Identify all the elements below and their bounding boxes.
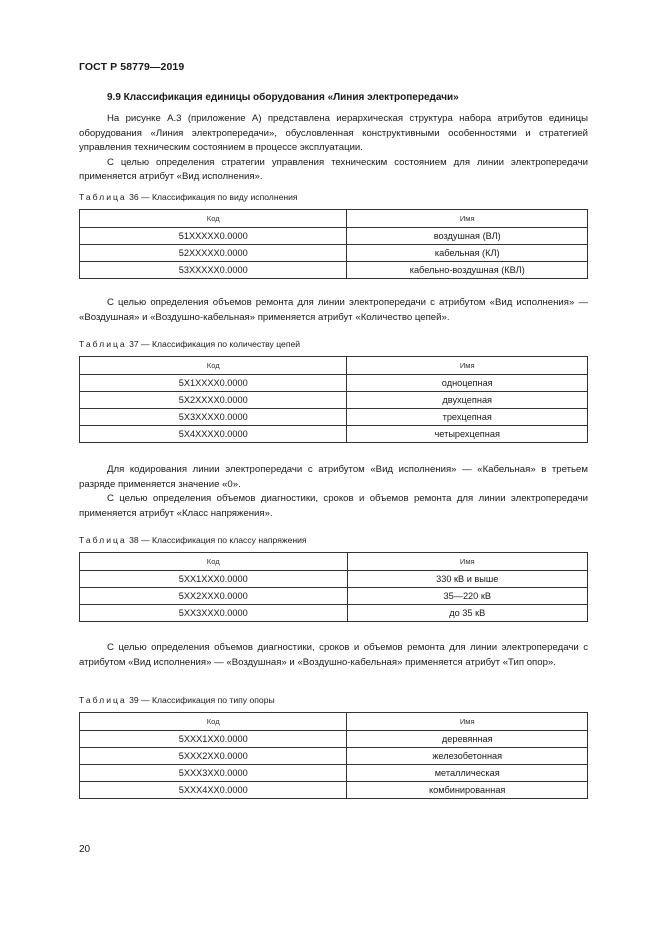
table-header-row bbox=[80, 553, 588, 571]
cell-code: 51XXXXX0.0000 bbox=[80, 228, 347, 245]
table-row bbox=[80, 409, 588, 426]
cell-name: воздушная (ВЛ) bbox=[347, 228, 588, 245]
table-38 bbox=[79, 552, 588, 622]
paragraph-after-t38: С целью определения объемов диагностики, сроков и объемов ремонта для линии электропередачи с атрибутом «Вид исполнения» — «Воздушная» и «Воздушно-кабельная» применяется атрибут «Тип опор». bbox=[79, 642, 588, 668]
header-code: Код bbox=[80, 357, 347, 375]
page-number: 20 bbox=[79, 844, 91, 855]
paragraph-intro-1: На рисунке А.3 (приложение А) представлена иерархическая структура набора атрибутов единицы оборудования «Линия электропередачи», обусловленная конструктивными особенностями и стратегией управления техническим состоянием в процессе эксплуатации. bbox=[79, 113, 588, 154]
table-row bbox=[80, 245, 588, 262]
paragraph-block-after-t38 bbox=[79, 641, 588, 670]
header-name: Имя bbox=[347, 713, 588, 731]
table-number: 39 bbox=[129, 695, 139, 705]
cell-name: до 35 кВ bbox=[347, 605, 587, 622]
table-row bbox=[80, 782, 588, 799]
cell-name: кабельная (КЛ) bbox=[347, 245, 588, 262]
paragraph-intro-2: С целью определения стратегии управления техническим состоянием для линии электропередачи применяется атрибут «Вид исполнения». bbox=[79, 156, 588, 183]
table-header-row bbox=[80, 357, 588, 375]
cell-name: 35—220 кВ bbox=[347, 588, 587, 605]
table-number: 37 bbox=[129, 339, 139, 349]
cell-name: 330 кВ и выше bbox=[347, 571, 587, 588]
cell-code: 5XXX1XX0.0000 bbox=[80, 731, 347, 748]
table-caption-text: — Классификация по виду исполнения bbox=[141, 192, 298, 202]
header-name: Имя bbox=[347, 357, 588, 375]
table-36-caption bbox=[79, 192, 298, 202]
document-code: ГОСТ Р 58779—2019 bbox=[79, 61, 185, 73]
cell-code: 5X3XXXX0.0000 bbox=[80, 409, 347, 426]
table-row bbox=[80, 262, 588, 279]
cell-name: одноцепная bbox=[347, 375, 588, 392]
cell-code: 5XXX2XX0.0000 bbox=[80, 748, 347, 765]
cell-name: двухцепная bbox=[347, 392, 588, 409]
cell-code: 53XXXXX0.0000 bbox=[80, 262, 347, 279]
paragraph-block-after-t37 bbox=[79, 463, 588, 521]
cell-code: 5XX2XXX0.0000 bbox=[80, 588, 348, 605]
table-row bbox=[80, 748, 588, 765]
table-39 bbox=[79, 712, 588, 799]
cell-code: 5XX1XXX0.0000 bbox=[80, 571, 348, 588]
cell-code: 5X2XXXX0.0000 bbox=[80, 392, 347, 409]
header-name: Имя bbox=[347, 210, 588, 228]
table-header-row bbox=[80, 210, 588, 228]
header-name: Имя bbox=[347, 553, 587, 571]
table-36 bbox=[79, 209, 588, 279]
paragraph-after-t37-1: Для кодирования линии электропередачи с атрибутом «Вид исполнения» — «Кабельная» в третьем разряде применяется значение «0». bbox=[79, 464, 588, 490]
table-37-caption bbox=[79, 339, 300, 349]
cell-name: трехцепная bbox=[347, 409, 588, 426]
table-38-caption bbox=[79, 535, 307, 545]
header-code: Код bbox=[80, 713, 347, 731]
cell-name: комбинированная bbox=[347, 782, 588, 799]
table-word: Таблица bbox=[79, 339, 127, 349]
table-row bbox=[80, 228, 588, 245]
table-number: 38 bbox=[129, 535, 139, 545]
cell-name: деревянная bbox=[347, 731, 588, 748]
table-caption-text: — Классификация по типу опоры bbox=[141, 695, 275, 705]
cell-code: 5XXX4XX0.0000 bbox=[80, 782, 347, 799]
cell-code: 52XXXXX0.0000 bbox=[80, 245, 347, 262]
header-code: Код bbox=[80, 210, 347, 228]
table-row bbox=[80, 605, 588, 622]
cell-name: железобетонная bbox=[347, 748, 588, 765]
cell-code: 5XX3XXX0.0000 bbox=[80, 605, 348, 622]
paragraph-after-t36: С целью определения объемов ремонта для линии электропередачи с атрибутом «Вид исполнения» — «Воздушная» и «Воздушно-кабельная» применяется атрибут «Количество цепей». bbox=[79, 297, 588, 323]
table-word: Таблица bbox=[79, 695, 127, 705]
paragraph-after-t37-2: С целью определения объемов диагностики, сроков и объемов ремонта для линии электропередачи применяется атрибут «Класс напряжения». bbox=[79, 493, 588, 519]
table-37 bbox=[79, 356, 588, 443]
table-row bbox=[80, 588, 588, 605]
header-code: Код bbox=[80, 553, 348, 571]
cell-code: 5XXX3XX0.0000 bbox=[80, 765, 347, 782]
paragraph-block-after-t36 bbox=[79, 296, 588, 325]
table-row bbox=[80, 731, 588, 748]
table-row bbox=[80, 765, 588, 782]
section-heading: 9.9 Классификация единицы оборудования «Линия электропередачи» bbox=[107, 92, 459, 103]
cell-name: металлическая bbox=[347, 765, 588, 782]
table-word: Таблица bbox=[79, 535, 127, 545]
table-row bbox=[80, 392, 588, 409]
table-row bbox=[80, 375, 588, 392]
table-header-row bbox=[80, 713, 588, 731]
cell-name: кабельно-воздушная (КВЛ) bbox=[347, 262, 588, 279]
table-row bbox=[80, 426, 588, 443]
table-row bbox=[80, 571, 588, 588]
intro-paragraphs bbox=[79, 112, 588, 185]
cell-name: четырехцепная bbox=[347, 426, 588, 443]
table-caption-text: — Классификация по классу напряжения bbox=[141, 535, 307, 545]
table-caption-text: — Классификация по количеству цепей bbox=[141, 339, 301, 349]
cell-code: 5X4XXXX0.0000 bbox=[80, 426, 347, 443]
table-number: 36 bbox=[129, 192, 139, 202]
table-39-caption bbox=[79, 695, 275, 705]
table-word: Таблица bbox=[79, 192, 127, 202]
cell-code: 5X1XXXX0.0000 bbox=[80, 375, 347, 392]
